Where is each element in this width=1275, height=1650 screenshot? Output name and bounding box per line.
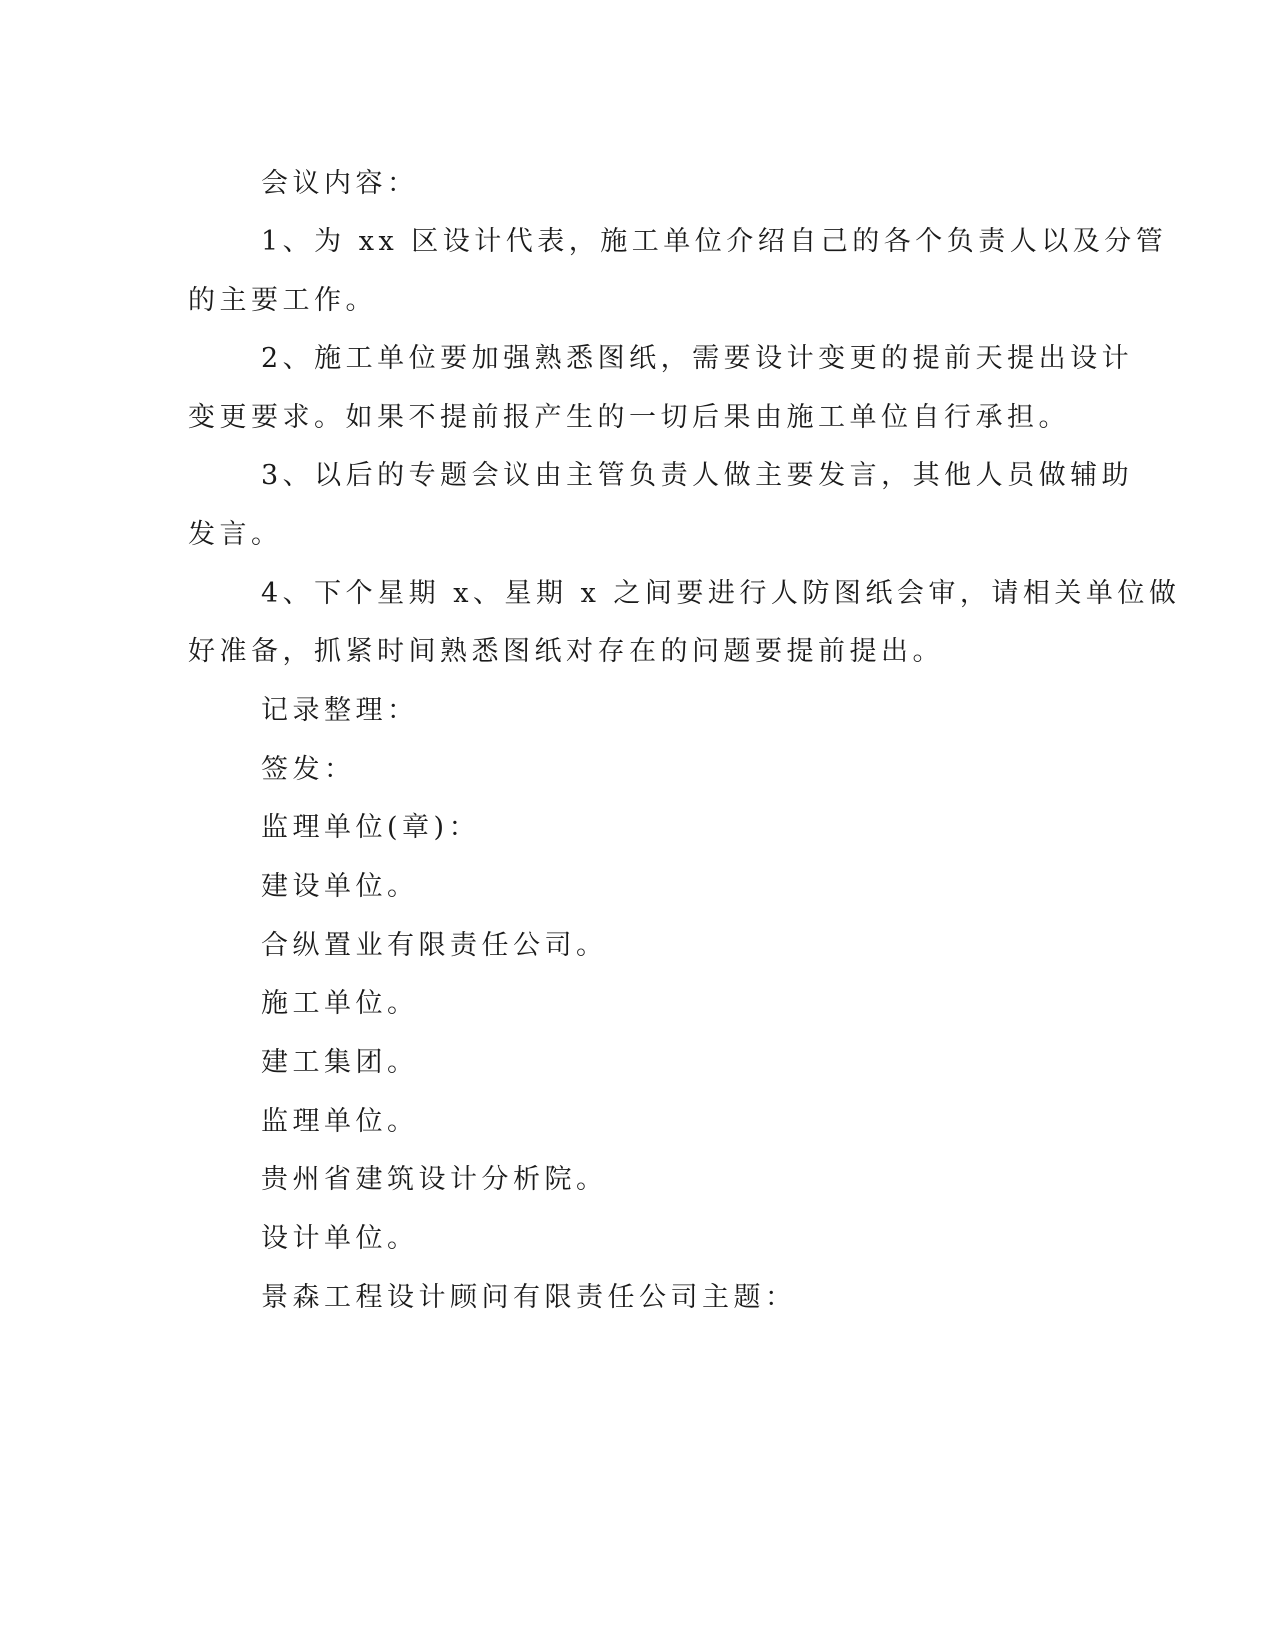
item-2-line-2: 变更要求。如果不提前报产生的一切后果由施工单位自行承担。 (188, 402, 1070, 433)
construction-unit-name: 合纵置业有限责任公司。 (261, 930, 608, 961)
construction-unit-label: 建设单位。 (261, 871, 419, 902)
supervisor-seal-label: 监理单位(章)： (261, 812, 481, 843)
design-unit-label: 设计单位。 (261, 1223, 419, 1254)
records-label: 记录整理： (261, 695, 419, 726)
builder-name: 建工集团。 (261, 1047, 419, 1078)
signoff-label: 签发： (261, 754, 356, 785)
meeting-content-heading: 会议内容： (261, 168, 419, 199)
item-3-line-1: 3、以后的专题会议由主管负责人做主要发言，其他人员做辅助 (261, 460, 1134, 491)
supervisor-name: 贵州省建筑设计分析院。 (261, 1164, 608, 1195)
supervisor-label: 监理单位。 (261, 1106, 419, 1137)
builder-label: 施工单位。 (261, 988, 419, 1019)
item-2-line-1: 2、施工单位要加强熟悉图纸，需要设计变更的提前天提出设计 (261, 343, 1134, 374)
item-4-line-1: 4、下个星期 x、星期 x 之间要进行人防图纸会审，请相关单位做 (261, 578, 1181, 609)
item-4-line-2: 好准备，抓紧时间熟悉图纸对存在的问题要提前提出。 (188, 636, 944, 667)
item-1-line-1: 1、为 xx 区设计代表，施工单位介绍自己的各个负责人以及分管 (261, 226, 1168, 257)
design-unit-name: 景森工程设计顾问有限责任公司主题： (261, 1282, 797, 1313)
item-3-line-2: 发言。 (188, 519, 283, 550)
item-1-line-2: 的主要工作。 (188, 285, 377, 316)
